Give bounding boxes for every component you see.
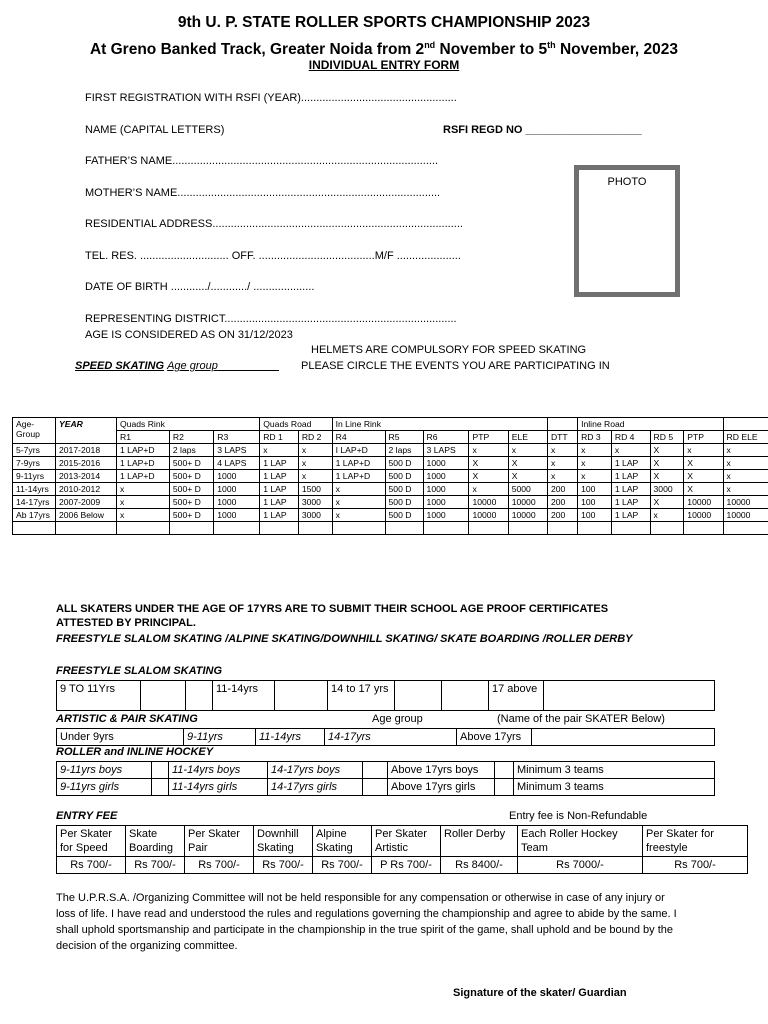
table-cell[interactable]: 500+ D [169, 457, 213, 470]
freestyle-blank-cell[interactable] [442, 681, 489, 711]
table-cell: 14-17yrs [13, 496, 56, 509]
table-cell[interactable]: 10000 [684, 509, 723, 522]
table-cell[interactable]: 1 LAP [611, 457, 650, 470]
fathers-name-field[interactable]: FATHER’S NAME....................................................................................... [85, 155, 439, 167]
subheader-cell: R3 [214, 431, 260, 444]
table-cell[interactable]: 5000 [508, 483, 547, 496]
table-cell[interactable]: 1000 [423, 496, 469, 509]
fee-header-cell: Roller Derby [441, 826, 518, 857]
table-row [13, 470, 768, 483]
table-cell[interactable]: X [684, 483, 723, 496]
col-age-group: Age-Group [13, 418, 56, 444]
table-cell [469, 522, 508, 535]
first-registration-field[interactable]: FIRST REGISTRATION WITH RSFI (YEAR)................................................... [85, 92, 457, 104]
page-title: 9th U. P. STATE ROLLER SPORTS CHAMPIONSHIP 2023 [177, 14, 591, 31]
table-cell [169, 522, 213, 535]
artistic-9-11-cell[interactable]: 9-11yrs [184, 729, 256, 746]
telephone-field[interactable]: TEL. RES. ............................. OFF. ......................................M/F ..................... [85, 250, 461, 262]
subheader-cell: RD 4 [611, 431, 650, 444]
name-field[interactable]: NAME (CAPITAL LETTERS) [85, 124, 225, 136]
table-cell[interactable]: X [650, 457, 684, 470]
table-cell[interactable]: 500+ D [169, 470, 213, 483]
fee-amount-cell: Rs 700/- [126, 857, 185, 874]
table-cell[interactable]: 10000 [684, 496, 723, 509]
col-blank [547, 418, 577, 431]
hockey-heading: ROLLER and INLINE HOCKEY [56, 746, 214, 758]
table-row [13, 444, 768, 457]
fee-header-cell: Per Skater Artistic [372, 826, 441, 857]
hockey-blank-cell[interactable] [495, 762, 514, 779]
table-cell[interactable]: 1000 [423, 483, 469, 496]
table-cell[interactable]: 10000 [508, 509, 547, 522]
venue-sup-2: th [547, 40, 556, 50]
table-row [13, 496, 768, 509]
table-cell[interactable]: 1 LAP [611, 470, 650, 483]
table-cell[interactable]: x [332, 483, 385, 496]
fee-header-cell: Each Roller Hockey Team [518, 826, 643, 857]
table-cell [723, 522, 768, 535]
artistic-blank-cell[interactable] [532, 729, 715, 746]
artistic-heading: ARTISTIC & PAIR SKATING [56, 713, 198, 725]
table-cell: 7-9yrs [13, 457, 56, 470]
subheader-cell: R6 [423, 431, 469, 444]
mothers-name-field[interactable]: MOTHER’S NAME...................................................................................... [85, 187, 441, 199]
entry-fee-heading: ENTRY FEE [56, 810, 118, 822]
table-cell[interactable]: X [508, 470, 547, 483]
table-cell[interactable]: X [650, 470, 684, 483]
table-cell[interactable]: x [332, 509, 385, 522]
table-header-row [13, 418, 768, 431]
table-cell[interactable]: 3 LAPS [214, 444, 260, 457]
freestyle-14-17-cell[interactable]: 14 to 17 yrs [328, 681, 395, 711]
table-cell[interactable]: 1 LAP+D [332, 470, 385, 483]
other-events-note: FREESTYLE SLALOM SKATING /ALPINE SKATING/DOWNHILL SKATING/ SKATE BOARDING /ROLLER DERBY [56, 633, 633, 645]
table-cell[interactable]: 100 [578, 496, 612, 509]
speed-events-table [12, 417, 768, 535]
table-cell[interactable]: 10000 [723, 496, 768, 509]
table-cell[interactable]: 10000 [469, 509, 508, 522]
table-cell [547, 522, 577, 535]
venue-text-3: November, 2023 [555, 41, 679, 59]
table-cell[interactable]: 500 D [385, 457, 423, 470]
hockey-min-teams[interactable]: Minimum 3 teams [514, 779, 715, 796]
table-cell [298, 522, 332, 535]
table-cell: 2015-2016 [56, 457, 117, 470]
table-cell[interactable]: 10000 [469, 496, 508, 509]
table-row [57, 779, 715, 796]
table-cell[interactable]: x [117, 483, 170, 496]
col-inline-road: Inline Road [578, 418, 723, 431]
hockey-9-11-girls[interactable]: 9-11yrs girls [57, 779, 152, 796]
fee-amount-cell: Rs 8400/- [441, 857, 518, 874]
table-cell [332, 522, 385, 535]
table-cell[interactable]: x [611, 444, 650, 457]
table-cell[interactable]: 1 LAP+D [332, 457, 385, 470]
table-cell[interactable]: 3000 [298, 496, 332, 509]
table-cell[interactable]: x [578, 457, 612, 470]
table-cell[interactable]: 1 LAP [260, 457, 299, 470]
table-cell [117, 522, 170, 535]
hockey-blank-cell[interactable] [152, 762, 169, 779]
artistic-age-group-label: Age group [372, 713, 423, 725]
pair-skater-note: (Name of the pair SKATER Below) [497, 713, 665, 725]
table-cell[interactable]: 1 LAP [611, 496, 650, 509]
table-cell[interactable]: x [298, 444, 332, 457]
table-cell[interactable]: 100 [578, 509, 612, 522]
table-cell[interactable]: 1 LAP [260, 470, 299, 483]
table-cell [684, 522, 723, 535]
non-refundable-note: Entry fee is Non-Refundable [509, 810, 648, 822]
hockey-table [56, 761, 715, 796]
fee-amount-cell: Rs 7000/- [518, 857, 643, 874]
table-cell: Ab 17yrs [13, 509, 56, 522]
table-cell: 2007-2009 [56, 496, 117, 509]
table-row [57, 681, 715, 711]
table-cell: 5-7yrs [13, 444, 56, 457]
subheader-cell: R2 [169, 431, 213, 444]
table-cell[interactable]: 500 D [385, 470, 423, 483]
freestyle-9-11-cell[interactable]: 9 TO 11Yrs [57, 681, 141, 711]
table-cell[interactable]: 100 [578, 483, 612, 496]
table-row [13, 509, 768, 522]
freestyle-heading: FREESTYLE SLALOM SKATING [56, 665, 223, 677]
table-cell[interactable]: x [578, 444, 612, 457]
table-row [13, 457, 768, 470]
artistic-table [56, 728, 715, 746]
subheader-cell: RD 2 [298, 431, 332, 444]
speed-skating-age-group[interactable] [75, 360, 279, 372]
age-group-label: Age group [167, 360, 218, 372]
artistic-above-17-cell[interactable]: Above 17yrs [457, 729, 532, 746]
venue-dates [0, 35, 768, 60]
table-cell[interactable]: X [508, 457, 547, 470]
hockey-14-17-girls[interactable]: 14-17yrs girls [268, 779, 363, 796]
photo-box[interactable] [574, 165, 680, 297]
fee-header-cell: Per Skater for Speed [57, 826, 126, 857]
table-cell[interactable]: x [469, 483, 508, 496]
table-subheader-row [13, 431, 768, 444]
freestyle-blank-cell[interactable] [544, 681, 715, 711]
col-quads-road: Quads Road [260, 418, 332, 431]
table-cell[interactable]: 200 [547, 496, 577, 509]
entry-fee-table [56, 825, 748, 874]
hockey-blank-cell[interactable] [152, 779, 169, 796]
date-of-birth-field[interactable]: DATE OF BIRTH ............/............/ .................... [85, 281, 315, 293]
table-cell[interactable]: 1000 [423, 457, 469, 470]
table-cell[interactable]: x [298, 457, 332, 470]
table-row [57, 762, 715, 779]
subheader-cell: RD 5 [650, 431, 684, 444]
subheader-cell: R5 [385, 431, 423, 444]
table-row [13, 522, 768, 535]
subheader-cell: DTT [547, 431, 577, 444]
table-cell [508, 522, 547, 535]
col-quads-rink: Quads Rink [117, 418, 260, 431]
table-cell[interactable]: 10000 [723, 509, 768, 522]
declaration-text: The U.P.R.S.A. /Organizing Committee will not be held responsible for any compensation or otherwise in case of any injury or loss of life. I have read and understood the rules and regulations governing the championship and agree to abide by the same. I shall uphold sportsmanship and participate in the championship in the true spirit of the game, shall uphold and be bound by the decision of the organizing committee. [56, 892, 677, 952]
table-cell[interactable]: 500 D [385, 509, 423, 522]
hockey-blank-cell[interactable] [495, 779, 514, 796]
table-cell[interactable]: 4 LAPS [214, 457, 260, 470]
table-row [57, 826, 748, 857]
hockey-blank-cell[interactable] [363, 779, 388, 796]
artistic-11-14-cell[interactable]: 11-14yrs [256, 729, 325, 746]
table-cell[interactable]: X [469, 470, 508, 483]
hockey-above-17-boys[interactable]: Above 17yrs boys [388, 762, 495, 779]
freestyle-blank-cell[interactable] [186, 681, 213, 711]
table-cell[interactable]: 1000 [423, 509, 469, 522]
table-cell[interactable]: 1000 [423, 470, 469, 483]
table-cell[interactable]: X [684, 470, 723, 483]
speed-skating-label: SPEED SKATING [75, 360, 165, 372]
freestyle-11-14-cell[interactable]: 11-14yrs [213, 681, 275, 711]
venue-text: At Greno Banked Track, Greater Noida from 2 [89, 41, 425, 59]
table-cell[interactable]: 1 LAP [260, 496, 299, 509]
table-cell[interactable]: x [547, 444, 577, 457]
subheader-cell: RD 1 [260, 431, 299, 444]
table-cell[interactable]: x [723, 483, 768, 496]
table-cell[interactable]: x [469, 444, 508, 457]
venue-text-2: November to 5 [435, 41, 548, 59]
table-cell[interactable]: 1 LAP+D [117, 457, 170, 470]
representing-district-field[interactable]: REPRESENTING DISTRICT............................................................................ [85, 313, 457, 325]
hockey-above-17-girls[interactable]: Above 17yrs girls [388, 779, 495, 796]
table-cell[interactable]: X [650, 444, 684, 457]
table-cell[interactable]: 500+ D [169, 509, 213, 522]
fee-header-cell: Per Skater for freestyle [643, 826, 748, 857]
helmets-note: HELMETS ARE COMPULSORY FOR SPEED SKATING [311, 344, 587, 356]
table-cell[interactable]: 1 LAP [611, 483, 650, 496]
hockey-11-14-girls[interactable]: 11-14yrs girls [169, 779, 268, 796]
table-cell: 2017-2018 [56, 444, 117, 457]
table-cell[interactable]: 1 LAP [611, 509, 650, 522]
subheader-cell: PTP [684, 431, 723, 444]
table-cell: 9-11yrs [13, 470, 56, 483]
table-cell[interactable]: X [684, 457, 723, 470]
table-cell[interactable]: I LAP+D [332, 444, 385, 457]
fee-header-cell: Downhill Skating [254, 826, 313, 857]
table-cell[interactable]: 200 [547, 483, 577, 496]
fee-amount-cell: Rs 700/- [254, 857, 313, 874]
table-cell[interactable]: 1 LAP [260, 509, 299, 522]
fee-header-cell: Skate Boarding [126, 826, 185, 857]
table-cell[interactable]: x [547, 457, 577, 470]
hockey-9-11-boys[interactable]: 9-11yrs boys [57, 762, 152, 779]
table-cell: 11-14yrs [13, 483, 56, 496]
table-cell[interactable]: x [298, 470, 332, 483]
hockey-14-17-boys[interactable]: 14-17yrs boys [268, 762, 363, 779]
table-cell [423, 522, 469, 535]
school-proof-note: ALL SKATERS UNDER THE AGE OF 17YRS ARE TO SUBMIT THEIR SCHOOL AGE PROOF CERTIFICATES ATTESTED BY PRINCIPAL. [56, 603, 609, 629]
subheader-cell: R1 [117, 431, 170, 444]
table-cell: 2013-2014 [56, 470, 117, 483]
col-inline-rink: In Line Rink [332, 418, 547, 431]
table-cell[interactable]: x [723, 444, 768, 457]
col-year: YEAR [56, 418, 117, 444]
table-cell [13, 522, 56, 535]
fee-amount-cell: Rs 700/- [185, 857, 254, 874]
table-cell[interactable]: x [332, 496, 385, 509]
table-row [13, 483, 768, 496]
table-cell[interactable]: 3000 [298, 509, 332, 522]
freestyle-blank-cell[interactable] [275, 681, 328, 711]
fee-header-cell: Alpine Skating [313, 826, 372, 857]
table-cell: 2006 Below [56, 509, 117, 522]
table-cell[interactable]: 1500 [298, 483, 332, 496]
table-cell[interactable]: 1000 [214, 483, 260, 496]
hockey-blank-cell[interactable] [363, 762, 388, 779]
form-title: INDIVIDUAL ENTRY FORM [308, 58, 460, 72]
freestyle-17-above-cell[interactable]: 17 above [489, 681, 544, 711]
subheader-cell: R4 [332, 431, 385, 444]
freestyle-blank-cell[interactable] [141, 681, 186, 711]
table-cell[interactable]: 1000 [214, 509, 260, 522]
table-cell[interactable]: x [508, 444, 547, 457]
table-cell[interactable]: x [723, 470, 768, 483]
table-cell[interactable]: x [260, 444, 299, 457]
table-cell[interactable]: 500 D [385, 483, 423, 496]
freestyle-blank-cell[interactable] [395, 681, 442, 711]
table-cell[interactable]: 1 LAP [260, 483, 299, 496]
fee-header-cell: Per Skater Pair [185, 826, 254, 857]
table-cell[interactable]: 1000 [214, 470, 260, 483]
table-cell[interactable]: x [547, 470, 577, 483]
fee-amount-cell: Rs 700/- [643, 857, 748, 874]
artistic-14-17-cell[interactable]: 14-17yrs [325, 729, 457, 746]
hockey-min-teams[interactable]: Minimum 3 teams [514, 762, 715, 779]
signature-label: Signature of the skater/ Guardian [453, 987, 627, 999]
artistic-under-9-cell[interactable]: Under 9yrs [57, 729, 184, 746]
table-cell[interactable]: x [723, 457, 768, 470]
table-cell: 2010-2012 [56, 483, 117, 496]
table-cell[interactable]: 2 laps [169, 444, 213, 457]
photo-label: PHOTO [607, 176, 647, 188]
table-cell[interactable]: x [650, 509, 684, 522]
fee-amount-cell: Rs 700/- [313, 857, 372, 874]
table-cell [385, 522, 423, 535]
residential-address-field[interactable]: RESIDENTIAL ADDRESS.................................................................................. [85, 218, 463, 230]
col-blank-2 [723, 418, 768, 431]
table-cell[interactable]: X [650, 496, 684, 509]
freestyle-table [56, 680, 715, 711]
table-cell[interactable]: 200 [547, 509, 577, 522]
table-cell[interactable]: 1000 [214, 496, 260, 509]
rsfi-regd-no-field[interactable]: RSFI REGD NO ___________________ [443, 124, 642, 136]
table-cell[interactable]: x [117, 509, 170, 522]
subheader-cell: RD ELE [723, 431, 768, 444]
table-cell[interactable]: X [469, 457, 508, 470]
table-cell[interactable]: 1 LAP+D [117, 470, 170, 483]
table-cell [611, 522, 650, 535]
venue-sup-1: nd [424, 40, 436, 50]
table-cell[interactable]: x [684, 444, 723, 457]
table-cell [260, 522, 299, 535]
table-row [57, 729, 715, 746]
hockey-11-14-boys[interactable]: 11-14yrs boys [169, 762, 268, 779]
table-cell[interactable]: 3 LAPS [423, 444, 469, 457]
fee-amount-cell: Rs 700/- [57, 857, 126, 874]
table-cell [56, 522, 117, 535]
subheader-cell: PTP [469, 431, 508, 444]
table-cell[interactable]: 3000 [650, 483, 684, 496]
table-cell[interactable]: 10000 [508, 496, 547, 509]
table-cell [214, 522, 260, 535]
table-cell [650, 522, 684, 535]
table-cell[interactable]: 500+ D [169, 496, 213, 509]
table-cell[interactable]: x [117, 496, 170, 509]
subheader-cell: RD 3 [578, 431, 612, 444]
circle-events-note: PLEASE CIRCLE THE EVENTS YOU ARE PARTICIPATING IN [301, 360, 610, 372]
table-cell[interactable]: x [578, 470, 612, 483]
table-row [57, 857, 748, 874]
subheader-cell: ELE [508, 431, 547, 444]
table-cell[interactable]: 2 laps [385, 444, 423, 457]
age-note: AGE IS CONSIDERED AS ON 31/12/2023 [85, 329, 293, 341]
fee-amount-cell: P Rs 700/- [372, 857, 441, 874]
table-cell [578, 522, 612, 535]
table-cell[interactable]: 1 LAP+D [117, 444, 170, 457]
table-cell[interactable]: 500+ D [169, 483, 213, 496]
table-cell[interactable]: 500 D [385, 496, 423, 509]
